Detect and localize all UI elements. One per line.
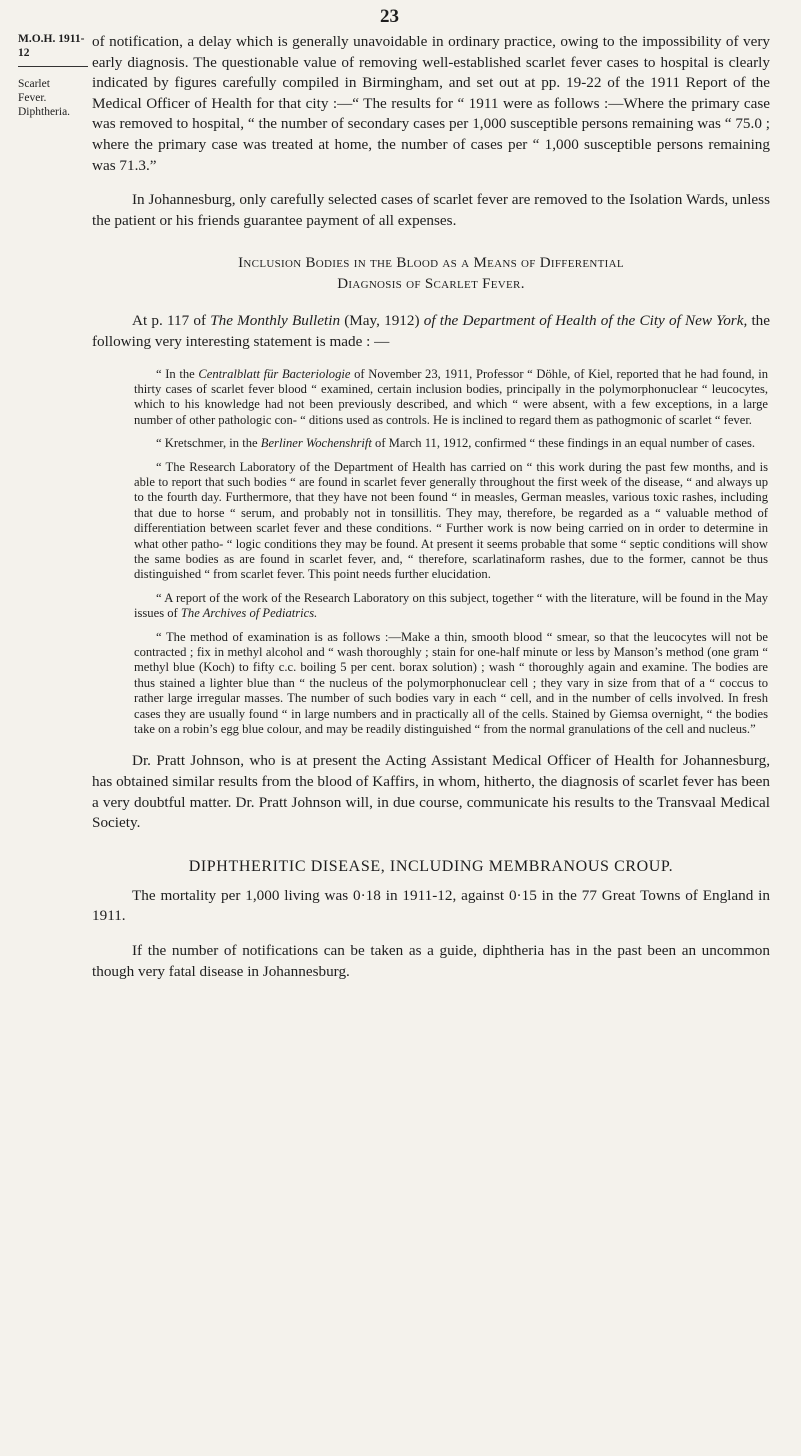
italic-title: Centralblatt für Bacteriologie <box>198 366 351 381</box>
quote-research-laboratory: “ The Research Laboratory of the Department of Health has carried on “ this work during the past few months, and is able to report that such bodies “ are found in scarlet fever generally throughout the first week of the disease, “ and always up to the fourth day. Furthermore, that they have not been found “ in measles, German measles, various toxic rashes, including that due to horse “ serum, and probably not in tonsillitis. They may, therefore, be regarded as a “ valuable method of differentiation between scarlet fever and these conditions. “ Further work is now being carried on in order to determine in what other patho- “ logic conditions they may be found. At present it seems probable that some “ septic conditions will show the same bodies as are found in scarlet fever, and, “ therefore, scarlatinaform rashes, due to the former, cannot be thus distinguished “ from scarlet fever. This point needs further elucidation. <box>134 459 768 582</box>
text-run: “ A report of the work of the Research Laboratory on this subject, together “ with the literature, will be found in the May issues of <box>134 590 768 621</box>
quote-report <box>134 591 768 622</box>
text-run: of November 23, 1911, Professor “ Döhle, of Kiel, reported that he had found, in thirty cases of scarlet fever blood “ examined, certain inclusion bodies, principally in the polymorphonuclear “ leucocytes, which to his knowledge had not been previously described, and which “ were absent, with a few exceptions, in a large number of other pathologic con- “ ditions used as controls. He is inclined to regard them as pathogmonic of scarlet “ fever. <box>134 366 768 427</box>
margin-notes <box>18 32 88 119</box>
section-heading-line2: Diagnosis of Scarlet Fever. <box>337 276 525 293</box>
italic-title: Berliner Wochenshrift <box>260 436 372 451</box>
paragraph-notifications: If the number of notifications can be taken as a guide, diphtheria has in the past been an uncommon though very fatal disease in Johannesburg. <box>92 942 770 980</box>
margin-rule <box>18 66 88 67</box>
margin-label-fever: Fever. <box>18 92 47 104</box>
margin-label-scarlet: Scarlet <box>18 78 50 90</box>
paragraph-monthly-bulletin <box>92 311 770 352</box>
italic-title: The Archives of Pediatrics. <box>180 606 318 621</box>
italic-title: The Monthly Bulletin <box>210 312 341 330</box>
margin-label-diphtheria: Diphtheria. <box>18 106 71 118</box>
page-number: 23 <box>380 6 399 27</box>
text-run: “ Kretschmer, in the <box>156 436 261 451</box>
quote-dohle <box>134 367 768 429</box>
text-run: “ In the <box>156 366 199 381</box>
section-heading-diphtheritic: DIPHTHERITIC DISEASE, INCLUDING MEMBRANOUS CROUP. <box>188 857 674 875</box>
margin-reference: M.O.H. 1911-12 <box>18 33 85 59</box>
italic-title: of the Department of Health of the City of New York, <box>423 312 748 330</box>
section-heading-inclusion-bodies <box>92 253 770 295</box>
paragraph-isolation-wards: In Johannesburg, only carefully selected cases of scarlet fever are removed to the Isolation Wards, unless the patient or his friends guarantee payment of all expenses. <box>92 191 770 229</box>
section-heading-line1: Inclusion Bodies in the Blood as a Means of Differential <box>238 255 624 272</box>
text-run: the following very interesting statement is made : — <box>92 312 771 350</box>
paragraph-notification: of notification, a delay which is generally unavoidable in ordinary practice, owing to the impossibility of very early diagnosis. The questionable value of removing well-established scarlet fever cases to hospital is clearly indicated by figures carefully compiled in Birmingham, and set out at pp. 19-22 of the 1911 Report of the Medical Officer of Health for that city :—“ The results for “ 1911 were as follows :—Where the primary case was removed to hospital, “ the number of secondary cases per 1,000 susceptible persons remaining was “ 75.0 ; where the primary case was treated at home, the number of cases per “ 1,000 susceptible persons remaining was 71.3.” <box>92 33 770 174</box>
text-run: (May, 1912) <box>340 312 424 330</box>
quote-kretschmer <box>134 436 768 451</box>
text-run: At p. 117 of <box>132 312 211 330</box>
text-run: of March 11, 1912, confirmed “ these findings in an equal number of cases. <box>371 436 756 451</box>
page-content <box>92 32 770 982</box>
quote-method: “ The method of examination is as follows :—Make a thin, smooth blood “ smear, so that the leucocytes will not be contracted ; fix in methyl alcohol and “ wash thoroughly ; stain for one-half minute or less by Manson’s method (one gram “ methyl blue (Koch) to fifty c.c. boiling 5 per cent. borax solution) ; wash “ thoroughly again and examine. The bodies are thus stained a lighter blue than “ the nucleus of the polymorphonuclear cell ; they vary in size from that of a “ coccus to rather large irregular masses. The number of such bodies vary in each “ cell, and in the number of cells involved. In fresh cases they are usually found “ in large numbers and in practically all of the cells. Stained by Giemsa overnight, “ the bodies take on a robin’s egg blue colour, and may be readily distinguished “ from the normal granulations of the cell and nucleus.” <box>134 629 768 737</box>
paragraph-pratt-johnson: Dr. Pratt Johnson, who is at present the Acting Assistant Medical Officer of Health for Johannesburg, has obtained similar results from the blood of Kaffirs, in whom, hitherto, the diagnosis of scarlet fever has been a very doubtful matter. Dr. Pratt Johnson will, in due course, communicate his results to the Transvaal Medical Society. <box>92 752 770 832</box>
paragraph-mortality: The mortality per 1,000 living was 0·18 in 1911-12, against 0·15 in the 77 Great Towns of England in 1911. <box>92 886 770 925</box>
